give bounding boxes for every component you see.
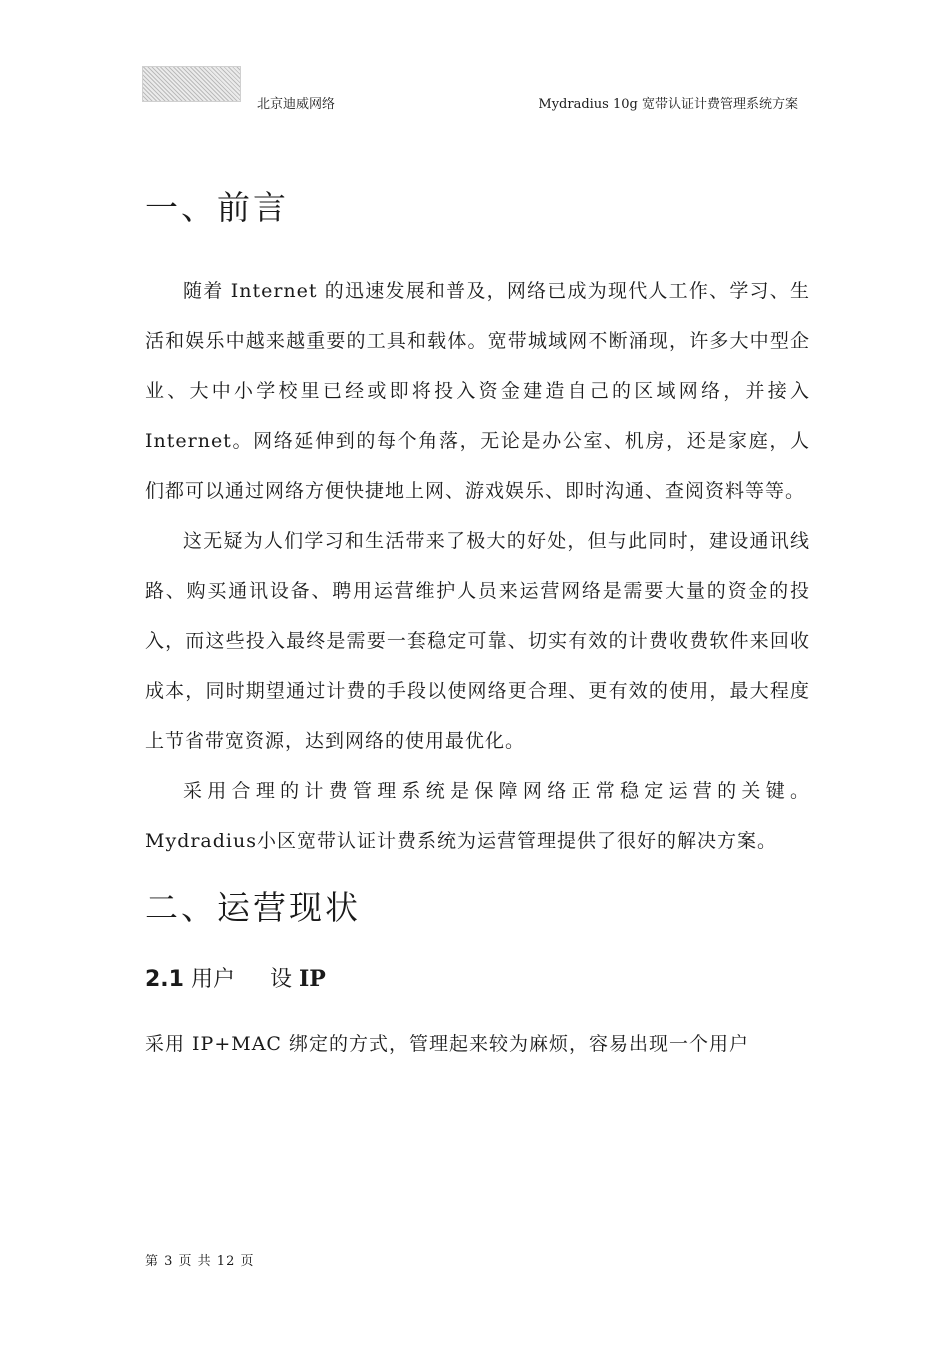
section-2-heading: 二、运营现状	[145, 888, 361, 927]
page-footer: 第 3 页 共 12 页	[145, 1254, 255, 1269]
section-1-paragraph-3: 采用合理的计费管理系统是保障网络正常稳定运营的关键。Mydradius小区宽带认证计费系统为运营管理提供了很好的解决方案。	[145, 780, 810, 852]
subsection-label: 用户	[190, 967, 235, 992]
company-logo	[142, 66, 241, 102]
subsection-label-ip: IP	[298, 966, 326, 992]
subsection-number: 2.1	[145, 967, 184, 992]
page-header	[142, 66, 810, 110]
section-1-heading: 一、前言	[145, 188, 289, 227]
header-document-title: Mydradius 10g 宽带认证计费管理系统方案	[538, 97, 798, 112]
section-1-paragraph-1: 随着 Internet 的迅速发展和普及，网络已成为现代人工作、学习、生活和娱乐中越来越重要的工具和载体。宽带城域网不断涌现，许多大中型企业、大中小学校里已经或即将投入资金建造自己的区域网络，并接入 Internet。网络延伸到的每个角落，无论是办公室、机房，还是家庭，人们都可以通过网络方便快捷地上网、游戏娱乐、即时沟通、查阅资料等等。	[145, 280, 810, 502]
header-company-name: 北京迪威网络	[257, 97, 336, 112]
section-1-paragraph-2: 这无疑为人们学习和生活带来了极大的好处，但与此同时，建设通讯线路、购买通讯设备、聘用运营维护人员来运营网络是需要大量的资金的投入，而这些投入最终是需要一套稳定可靠、切实有效的计费收费软件来回收成本，同时期望通过计费的手段以使网络更合理、更有效的使用，最大程度上节省带宽资源，达到网络的使用最优化。	[145, 530, 810, 752]
subsection-label-2: 设	[269, 967, 292, 992]
subsection-2-1-heading	[145, 954, 810, 1005]
subsection-2-1-paragraph: 采用 IP+MAC 绑定的方式，管理起来较为麻烦，容易出现一个用户	[145, 1033, 750, 1055]
document-body	[145, 180, 810, 1069]
